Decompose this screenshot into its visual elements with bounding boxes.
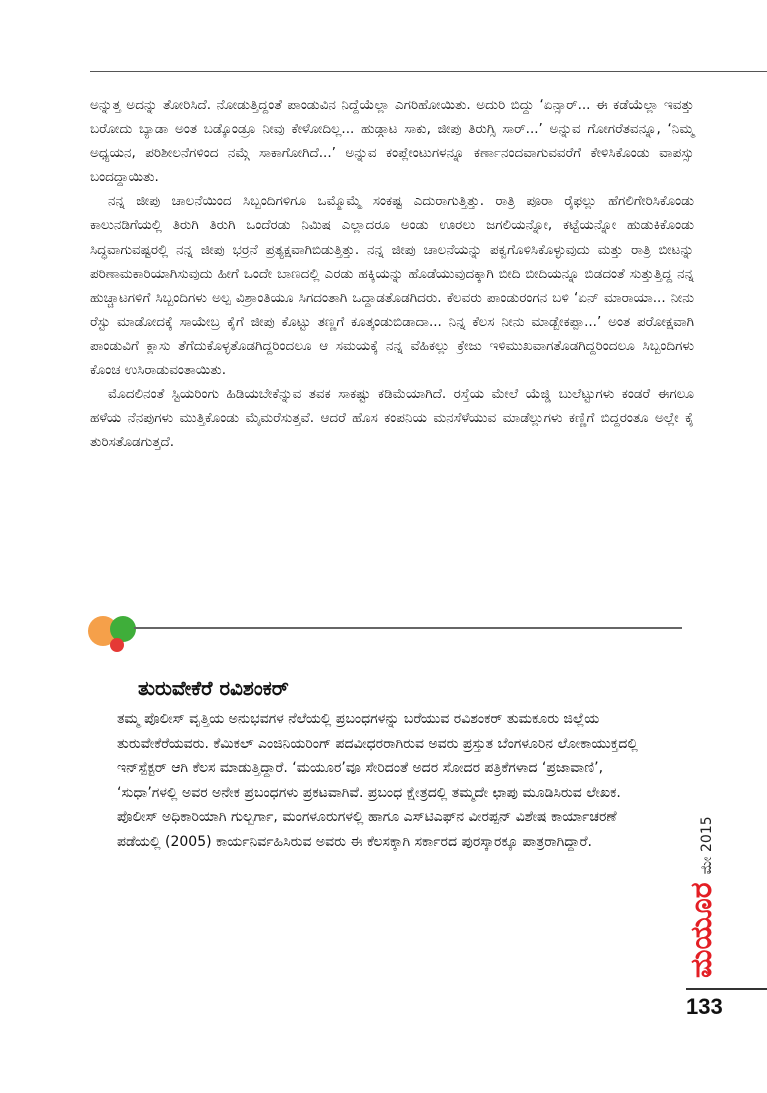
section-divider <box>88 614 682 648</box>
author-name: ತುರುವೇಕೆರೆ ರವಿಶಂಕರ್ <box>138 676 289 700</box>
divider-line <box>134 627 682 629</box>
magazine-logo: ಮಯೂರ <box>684 882 719 978</box>
issue-date: ಮೇ 2015 <box>699 816 715 875</box>
author-bio-text: ತಮ್ಮ ಪೊಲೀಸ್ ವೃತ್ತಿಯ ಅನುಭವಗಳ ನೆಲೆಯಲ್ಲಿ ಪ್ರಬಂಧಗಳನ್ನು ಬರೆಯುವ ರವಿಶಂಕರ್ ತುಮಕೂರು ಜಿಲ್ಲೆಯ ತುರುವೇಕೆರೆಯವರು. ಕೆಮಿಕಲ್ ಎಂಜಿನಿಯರಿಂಗ್ ಪದವೀಧರರಾಗಿರುವ ಅವರು ಪ್ರಸ್ತುತ ಬೆಂಗಳೂರಿನ ಲೋಕಾಯುಕ್ತದಲ್ಲಿ ಇನ್‌ಸ್ಪೆಕ್ಟರ್ ಆಗಿ ಕೆಲಸ ಮಾಡುತ್ತಿದ್ದಾರೆ. ‘ಮಯೂರ’ವೂ ಸೇರಿದಂತೆ ಅದರ ಸೋದರ ಪತ್ರಿಕೆಗಳಾದ ‘ಪ್ರಜಾವಾಣಿ’, ‘ಸುಧಾ’ಗಳಲ್ಲಿ ಅವರ ಅನೇಕ ಪ್ರಬಂಧಗಳು ಪ್ರಕಟವಾಗಿವೆ. ಪ್ರಬಂಧ ಕ್ಷೇತ್ರದಲ್ಲಿ ತಮ್ಮದೇ ಛಾಪು ಮೂಡಿಸಿರುವ ಲೇಖಕ. ಪೊಲೀಸ್ ಅಧಿಕಾರಿಯಾಗಿ ಗುಲ್ಬರ್ಗಾ, ಮಂಗಳೂರುಗಳಲ್ಲಿ ಹಾಗೂ ಎಸ್‌ಟಿಎಫ್‌ನ ವೀರಪ್ಪನ್ ವಿಶೇಷ ಕಾರ್ಯಾಚರಣೆ ಪಡೆಯಲ್ಲಿ (2005) ಕಾರ್ಯನಿರ್ವಹಿಸಿರುವ ಅವರು ಈ ಕೆಲಸಕ್ಕಾಗಿ ಸರ್ಕಾರದ ಪುರಸ್ಕಾರಕ್ಕೂ ಪಾತ್ರರಾಗಿದ್ದಾರೆ. <box>117 711 638 850</box>
author-bio <box>117 707 647 855</box>
article-paragraph: ನನ್ನ ಜೀಪು ಚಾಲನೆಯಿಂದ ಸಿಬ್ಬಂದಿಗಳಿಗೂ ಒಮ್ಮೊಮ್ಮೆ ಸಂಕಷ್ಟ ಎದುರಾಗುತ್ತಿತ್ತು. ರಾತ್ರಿ ಪೂರಾ ರೈಫಲ್ಲು ಹೆಗಲಿಗೇರಿಸಿಕೊಂಡು ಕಾಲುನಡಿಗೆಯಲ್ಲಿ ತಿರುಗಿ ತಿರುಗಿ ಒಂದೆರಡು ನಿಮಿಷ ಎಲ್ಲಾದರೂ ಅಂಡು ಊರಲು ಜಗಲಿಯನ್ನೋ, ಕಟ್ಟೆಯನ್ನೋ ಹುಡುಕಿಕೊಂಡು ಸಿದ್ಧವಾಗುವಷ್ಟರಲ್ಲಿ ನನ್ನ ಜೀಪು ಭರ್ರನೆ ಪ್ರತ್ಯಕ್ಷವಾಗಿಬಿಡುತ್ತಿತ್ತು. ನನ್ನ ಜೀಪು ಚಾಲನೆಯನ್ನು ಪಕ್ವಗೊಳಿಸಿಕೊಳ್ಳುವುದು ಮತ್ತು ರಾತ್ರಿ ಬೀಟನ್ನು ಪರಿಣಾಮಕಾರಿಯಾಗಿಸುವುದು ಹೀಗೆ ಒಂದೇ ಬಾಣದಲ್ಲಿ ಎರಡು ಹಕ್ಕಿಯನ್ನು ಹೊಡೆಯುವುದಕ್ಕಾಗಿ ಬೀದಿ ಬೀದಿಯನ್ನೂ ಬಿಡದಂತೆ ಸುತ್ತುತ್ತಿದ್ದ ನನ್ನ ಹುಚ್ಚಾಟಗಳಿಗೆ ಸಿಬ್ಬಂದಿಗಳು ಅಲ್ಪ ವಿಶ್ರಾಂತಿಯೂ ಸಿಗದಂತಾಗಿ ಒದ್ದಾಡತೊಡಗಿದರು. ಕೆಲವರು ಪಾಂಡುರಂಗನ ಬಳಿ ‘ಏನ್ ಮಾರಾಯಾ... ನೀನು ರೆಸ್ಟು ಮಾಡೋದಕ್ಕೆ ಸಾಯೇಬ್ರ ಕೈಗೆ ಜೀಪು ಕೊಟ್ಟು ತಣ್ಣಗೆ ಕೂತ್ಕಂಡುಬಿಡಾದಾ... ನಿನ್ನ ಕೆಲಸ ನೀನು ಮಾಡ್ಬೇಕಪ್ಪಾ...’ ಅಂತ ಪರೋಕ್ಷವಾಗಿ ಪಾಂಡುವಿಗೆ ಕ್ಲಾಸು ತೆಗೆದುಕೊಳ್ಳತೊಡಗಿದ್ದರಿಂದಲೂ ಆ ಸಮಯಕ್ಕೆ ನನ್ನ ವೆಹಿಕಲ್ಲು ಕ್ರೇಜು ಇಳಿಮುಖವಾಗತೊಡಗಿದ್ದರಿಂದಲೂ ಸಿಬ್ಬಂದಿಗಳು ಕೊಂಚ ಉಸಿರಾಡುವಂತಾಯಿತು. <box>90 193 694 379</box>
footer-rule <box>686 988 767 990</box>
magazine-branding <box>684 816 719 978</box>
red-dot-icon <box>110 638 124 652</box>
page-number: 133 <box>686 994 723 1019</box>
top-rule <box>90 71 767 72</box>
article-paragraph: ಅನ್ನುತ್ತ ಅದನ್ನು ತೋರಿಸಿದೆ. ನೋಡುತ್ತಿದ್ದಂತೆ ಪಾಂಡುವಿನ ನಿದ್ದೆಯೆಲ್ಲಾ ಎಗರಿಹೋಯಿತು. ಅದುರಿ ಬಿದ್ದು ‘ಏನ್ಸಾರ್... ಈ ಕಡೆಯೆಲ್ಲಾ ಇವತ್ತು ಬರೋದು ಬ್ಯಾಡಾ ಅಂತ ಬಡ್ಕೊಂಡ್ರೂ ನೀವು ಕೇಳೋದಿಲ್ಲ... ಹುಡ್ಗಾಟ ಸಾಕು, ಜೀಪು ತಿರುಗ್ಸಿ ಸಾರ್...’ ಅನ್ನುವ ಗೋಗರೆತವನ್ನೂ, ‘ನಿಮ್ಮ ಅಧ್ಯಯನ, ಪರಿಶೀಲನೆಗಳಿಂದ ನಮ್ಗೆ ಸಾಕಾಗೋಗಿದೆ...’ ಅನ್ನುವ ಕಂಪ್ಲೇಂಟುಗಳನ್ನೂ ಕರ್ಣಾನಂದವಾಗುವವರೆಗೆ ಕೇಳಿಸಿಕೊಂಡು ವಾಪಸ್ಸು ಬಂದದ್ದಾಯಿತು. <box>90 97 694 186</box>
article-paragraph: ಮೊದಲಿನಂತೆ ಸ್ಟಿಯರಿಂಗು ಹಿಡಿಯಬೇಕೆನ್ನುವ ತವಕ ಸಾಕಷ್ಟು ಕಡಿಮೆಯಾಗಿದೆ. ರಸ್ತೆಯ ಮೇಲೆ ಯೆಜ್ಡಿ ಬುಲೆಟ್ಟುಗಳು ಕಂಡರೆ ಈಗಲೂ ಹಳೆಯ ನೆನಪುಗಳು ಮುತ್ತಿಕೊಂಡು ಮೈಮರೆಸುತ್ತವೆ. ಆದರೆ ಹೊಸ ಕಂಪನಿಯ ಮನಸೆಳೆಯುವ ಮಾಡೆಲ್ಲುಗಳು ಕಣ್ಣಿಗೆ ಬಿದ್ದರಂತೂ ಅಲ್ಲೇ ಕೈ ತುರಿಸತೊಡಗುತ್ತದೆ. <box>90 386 694 451</box>
article-body <box>90 93 694 454</box>
